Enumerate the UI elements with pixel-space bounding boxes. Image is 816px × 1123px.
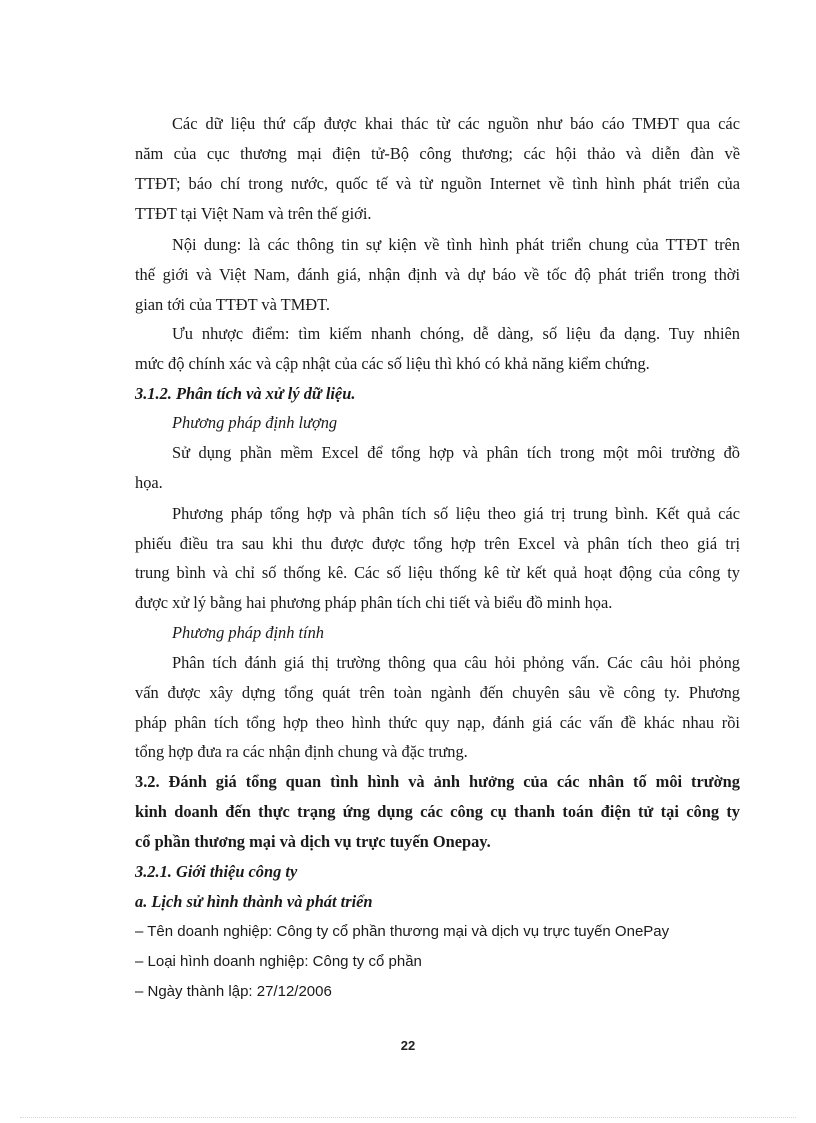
paragraph-secondary-data-line-1: Các dữ liệu thứ cấp được khai thác từ các nguồn như báo cáo TMĐT qua các [172,114,740,133]
heading-3-2-1: 3.2.1. Giới thiệu công ty [135,862,298,881]
paragraph-interview-line-2: vấn được xây dựng tổng quát trên toàn ngành đến chuyên sâu về công ty. Phương [135,683,740,702]
paragraph-pros-cons-line-1: Ưu nhược điểm: tìm kiếm nhanh chóng, dễ dàng, số liệu đa dạng. Tuy nhiên [172,324,740,343]
subheading-quantitative: Phương pháp định lượng [172,413,338,432]
paragraph-content-line-3: gian tới của TTĐT và TMĐT. [135,295,330,314]
paragraph-average-line-2: phiếu điều tra sau khi thu được được tổng hợp trên Excel và phân tích theo giá trị [135,534,740,553]
paragraph-content-line-2: thế giới và Việt Nam, đánh giá, nhận định và dự báo về tốc độ phát triển trong thời [135,265,740,284]
page-bottom-divider [20,1117,796,1118]
heading-3-2-line-1: 3.2. Đánh giá tổng quan tình hình và ảnh hưởng của các nhân tố môi trường [135,772,740,791]
heading-3-1-2: 3.1.2. Phân tích và xử lý dữ liệu. [135,384,356,403]
subheading-qualitative: Phương pháp định tính [172,623,324,642]
heading-3-2-line-3: cổ phần thương mại và dịch vụ trực tuyến Onepay. [135,832,491,851]
heading-history: a. Lịch sử hình thành và phát triển [135,892,373,911]
list-item-company-name: – Tên doanh nghiệp: Công ty cổ phần thương mại và dịch vụ trực tuyến OnePay [135,923,670,940]
paragraph-average-line-1: Phương pháp tổng hợp và phân tích số liệu theo giá trị trung bình. Kết quả các [172,504,740,523]
list-item-founding-date: – Ngày thành lập: 27/12/2006 [135,983,332,1000]
list-item-company-type: – Loại hình doanh nghiệp: Công ty cổ phần [135,953,422,970]
paragraph-average-line-4: được xử lý bằng hai phương pháp phân tích chi tiết và biểu đồ minh họa. [135,593,613,612]
paragraph-secondary-data-line-2: năm của cục thương mại điện tử-Bộ công thương; các hội thảo và diễn đàn về [135,144,740,163]
page-number: 22 [400,1038,416,1053]
paragraph-pros-cons-line-2: mức độ chính xác và cập nhật của các số liệu thì khó có khả năng kiểm chứng. [135,354,650,373]
paragraph-interview-line-1: Phân tích đánh giá thị trường thông qua câu hỏi phỏng vấn. Các câu hỏi phỏng [172,653,740,672]
paragraph-excel-line-1: Sử dụng phần mềm Excel để tổng hợp và phân tích trong một môi trường đồ [172,443,740,462]
paragraph-interview-line-4: tổng hợp đưa ra các nhận định chung và đặc trưng. [135,742,468,761]
heading-3-2-line-2: kinh doanh đến thực trạng ứng dụng các công cụ thanh toán điện tử tại công ty [135,802,740,821]
paragraph-excel-line-2: họa. [135,473,163,492]
paragraph-interview-line-3: pháp phân tích tổng hợp theo hình thức quy nạp, đánh giá các vấn đề khác nhau rồi [135,713,740,732]
paragraph-content-line-1: Nội dung: là các thông tin sự kiện về tình hình phát triển chung của TTĐT trên [172,235,740,254]
paragraph-average-line-3: trung bình và chỉ số thống kê. Các số liệu thống kê từ kết quả hoạt động của công ty [135,563,740,582]
paragraph-secondary-data-line-3: TTĐT; báo chí trong nước, quốc tế và từ nguồn Internet về tình hình phát triển của [135,174,740,193]
paragraph-secondary-data-line-4: TTĐT tại Việt Nam và trên thế giới. [135,204,372,223]
